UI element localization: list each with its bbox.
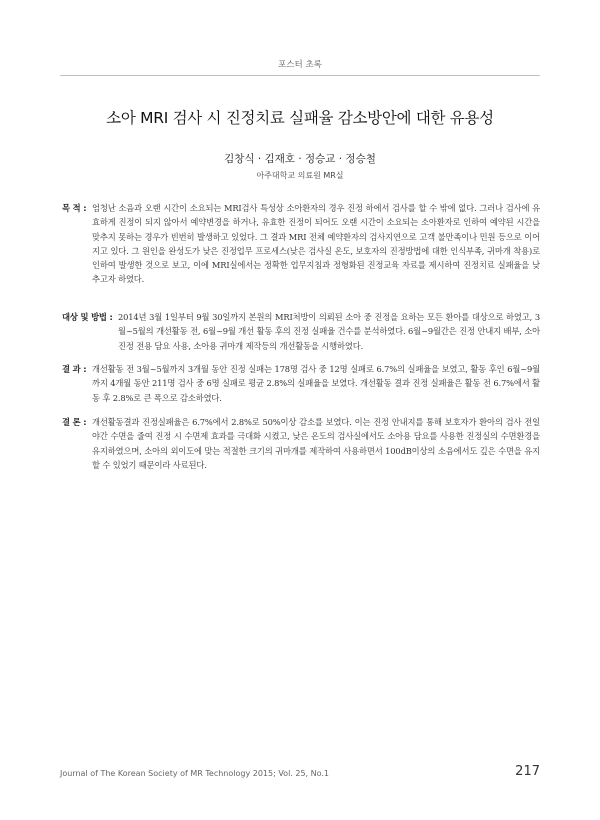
section-label: 결 론 :: [62, 417, 87, 427]
section-label: 목 적 :: [62, 203, 87, 213]
journal-citation: Journal of The Korean Society of MR Technology 2015; Vol. 25, No.1: [60, 769, 330, 778]
section-results: [62, 362, 540, 405]
section-objective: [62, 201, 540, 287]
section-header: 포스터 초록: [278, 60, 322, 70]
author-list: 김창식 · 김재호 · 정승교 · 정승철: [224, 153, 376, 165]
section-label: 결 과 :: [62, 364, 87, 374]
section-text: 2014년 3월 1일부터 9월 30일까지 본원의 MRI처방이 의뢰된 소아 중 진정을 요하는 모든 환아를 대상으로 하였고, 3월~5월의 개선활동 전, 6월~9월 개선 활동 후의 진정 실패율 건수를 분석하였다. 6월~9월간은 진정 안내지 배부, 소아진정 전용 담요 사용, 소아용 귀마개 제작등의 개선활동을 시행하였다.: [118, 312, 540, 351]
section-text: 엄청난 소음과 오랜 시간이 소요되는 MRI검사 특성상 소아환자의 경우 진정 하에서 검사를 할 수 밖에 없다. 그러나 검사에 유효하게 진정이 되지 않아서 예약변경을 하거나, 유효한 진정이 되어도 오랜 시간이 소요되는 소아환자로 인하여 예약된 시간을 맞추지 못하는 경우가 빈번히 발생하고 있었다. 그 결과 MRI 전체 예약환자의 검사지연으로 고객 불만족이나 민원 등으로 이어지고 있다. 그 원인을 완성도가 낮은 진정업무 프로세스(낮은 검사실 온도, 보호자의 진정방법에 대한 인식부족, 귀마개 착용)로 인하여 발생한 것으로 보고, 이에 MRI실에서는 정확한 업무지침과 정형화된 진정교육 자료를 제시하여 진정치료 실패율을 낮추고자 하였다.: [92, 203, 540, 285]
paper-title: 소아 MRI 검사 시 진정치료 실패율 감소방안에 대한 유용성: [106, 109, 494, 127]
section-label: 대상 및 방법 :: [62, 312, 113, 322]
section-conclusion: [62, 415, 540, 472]
page-number: 217: [515, 764, 540, 779]
section-text: 개선활동결과 진정실패율은 6.7%에서 2.8%로 50%이상 감소를 보였다. 이는 진정 안내지를 통해 보호자가 환아의 검사 전일 야간 수면을 줄여 진정 시 수면제 효과를 극대화 시켰고, 낮은 온도의 검사실에서도 소아용 담요를 사용한 진정실의 수면환경을 유지하였으며, 소아의 외이도에 맞는 적절한 크기의 귀마개를 제작하여 사용하면서 100dB이상의 소음에서도 깊은 수면을 유지할 수 있었기 때문이라 사료된다.: [92, 417, 540, 470]
affiliation: 아주대학교 의료원 MR실: [256, 171, 344, 180]
header-divider: [60, 75, 540, 76]
section-text: 개선활동 전 3월~5월까지 3개월 동안 진정 실패는 178명 검사 중 12명 실패로 6.7%의 실패율을 보였고, 활동 후인 6월~9월까지 4개월 동안 211명 검사 중 6명 실패로 평균 2.8%의 실패율을 보였다. 개선활동 결과 진정 실패율은 활동 전 6.7%에서 활동 후 2.8%로 큰 폭으로 감소하였다.: [92, 364, 540, 403]
section-methods: [62, 310, 540, 353]
